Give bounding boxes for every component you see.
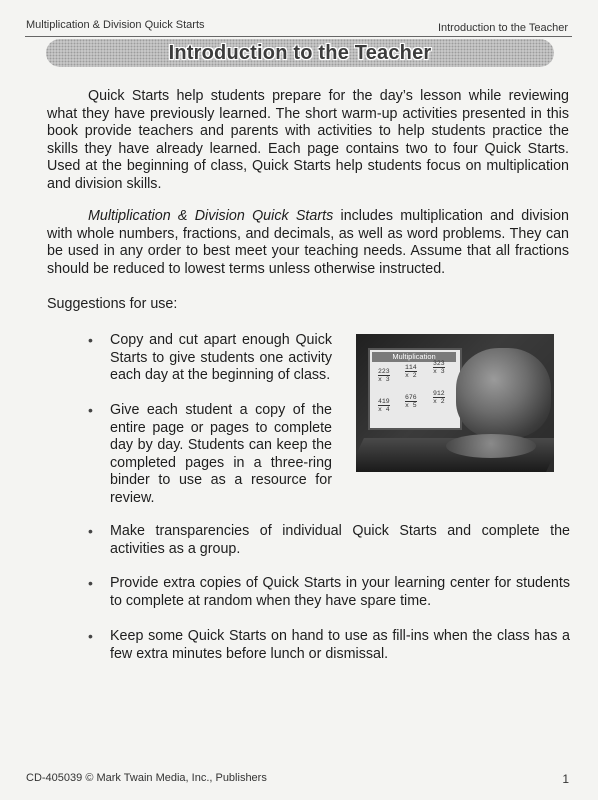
intro-paragraph — [47, 88, 569, 194]
screen-title: Multiplication — [372, 352, 456, 362]
scope-paragraph — [47, 208, 569, 278]
running-header-left: Multiplication & Division Quick Starts — [26, 19, 205, 31]
student-at-laptop-photo — [356, 334, 554, 472]
bullet-icon: • — [88, 628, 93, 644]
title-banner — [46, 39, 554, 67]
page-title: Introduction to the Teacher — [168, 42, 432, 64]
suggestion-item: Make transparencies of individual Quick Starts and complete the activities as a group. — [110, 523, 570, 557]
book-title-italic: Multiplication & Division Quick Starts — [88, 208, 334, 224]
bullet-icon: • — [88, 332, 93, 348]
math-problem: 323 x 3 — [433, 360, 445, 375]
math-problem: 114 x 2 — [405, 364, 417, 379]
intro-paragraph-text: Quick Starts help students prepare for the day’s lesson while reviewing what they have previously learned. The short warm-up activities presented in this book provide teachers and parents with activities to help students practice the skills they have already learned. Each page contains two to four Quick Starts. Used at the beginning of class, Quick Starts help students focus on multiplication and division skills. — [47, 88, 569, 192]
suggestion-item: Provide extra copies of Quick Starts in your learning center for students to complete at random when they have spare time. — [110, 575, 570, 609]
math-problem: 676 x 5 — [405, 394, 417, 409]
suggestions-heading: Suggestions for use: — [47, 296, 178, 312]
bullet-icon: • — [88, 523, 93, 539]
laptop-screen — [368, 348, 462, 430]
page-number: 1 — [562, 772, 569, 786]
math-problem: 912 x 2 — [433, 390, 445, 405]
math-problem: 419 x 4 — [378, 398, 390, 413]
running-header-right: Introduction to the Teacher — [437, 22, 568, 34]
math-problem: 223 x 3 — [378, 368, 390, 383]
student-hand — [446, 434, 536, 458]
student-head — [456, 348, 551, 438]
footer-publisher: CD-405039 © Mark Twain Media, Inc., Publishers — [26, 772, 267, 784]
bullet-icon: • — [88, 402, 93, 418]
suggestion-item: Copy and cut apart enough Quick Starts to give students one activity each day at the beginning of class. — [110, 332, 332, 384]
suggestion-item: Give each student a copy of the entire page or pages to complete day by day. Students can keep the completed pages in a three-ring binder to use as a resource for review. — [110, 402, 332, 506]
suggestion-item: Keep some Quick Starts on hand to use as fill-ins when the class has a few extra minutes before lunch or dismissal. — [110, 628, 570, 662]
scope-paragraph-text: includes multiplication and division with whole numbers, fractions, and decimals, as well as word problems. They can be used in any order to best meet your teaching needs. Assume that all fractions should be reduced to lowest terms unless otherwise instructed. — [47, 208, 569, 277]
header-rule — [25, 36, 572, 37]
bullet-icon: • — [88, 575, 93, 591]
